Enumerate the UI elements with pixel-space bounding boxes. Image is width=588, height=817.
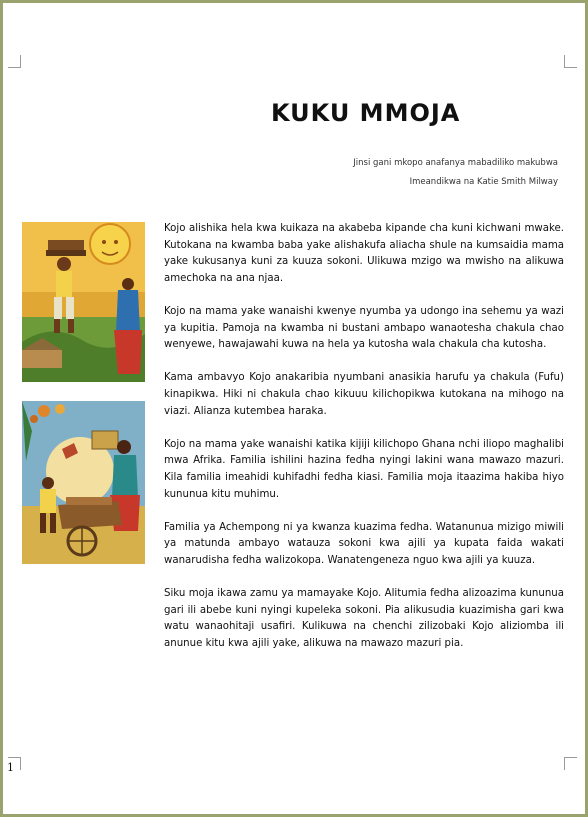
crop-mark-top-left [8, 55, 21, 68]
paragraph: Kojo na mama yake wanaishi katika kijiji kilichopo Ghana nchi iliopo maghalibi mwa Afrika. Familia ishilini hazina fedha nyingi lakini wana mawazo mazuri. Kila familia imeahidi kuhifadhi fedha kiasi. Familia moja itaazima hakiba hiyo kununua kitu muhimu. [164, 438, 564, 500]
author-line: Imeandikwa na Katie Smith Milway [409, 177, 558, 187]
crop-mark-bottom-right [564, 757, 577, 770]
illustration-boy-carrying-firewood [22, 222, 145, 382]
paragraph: Siku moja ikawa zamu ya mamayake Kojo. Alitumia fedha alizoazima kununua gari ili abebe kuni nyingi kupeleka sokoni. Pia alikusudia kuazimisha gari kwa watu wanaohitaji usafiri. Kulikuwa na chenchi zilizobaki Kojo aliziomba ili anunue kitu kwa ajili yake, alikuwa na mawazo mazuri pia. [164, 588, 564, 649]
page-number: 1 [7, 761, 14, 774]
paragraph: Familia ya Achempong ni ya kwanza kuazima fedha. Watanunua mizigo miwili ya matunda ambayo watauza sokoni kwa ajili ya kupata faida wakati wanarudisha fedha walizokopa. Wanatengeneza nguo kwa ajili ya kuuza. [164, 521, 564, 566]
illustration-family-with-cart [22, 401, 145, 564]
subtitle: Jinsi gani mkopo anafanya mabadiliko makubwa [353, 158, 558, 168]
paragraph: Kama ambavyo Kojo anakaribia nyumbani anasikia harufu ya chakula (Fufu) kinapikwa. Hiki ni chakula chao kikuuu kilichopikwa kutokana na mihogo na viazi. Alianza kutembea haraka. [164, 372, 564, 417]
crop-mark-top-right [564, 55, 577, 68]
paragraph: Kojo na mama yake wanaishi kwenye nyumba ya udongo ina sehemu ya wazi ya kupitia. Pamoja na kwamba ni bustani ambapo wanaotesha chakula chao wenyewe, hawajawahi kuwa na hela ya kutosha wala chakula cha kutosha. [164, 305, 564, 351]
paragraph: Kojo alishika hela kwa kuikaza na akabeba kipande cha kuni kichwani mwake. Kutokana na kwamba baba yake alishakufa aliacha shule na kumsaidia mama yake kukusanya kuni za kuuza sokoni. Ulikuwa mzigo wa mwisho na alikuwa amechoka na ana njaa. [164, 223, 564, 284]
story-text [164, 221, 564, 669]
page-title: KUKU MMOJA [271, 99, 461, 127]
